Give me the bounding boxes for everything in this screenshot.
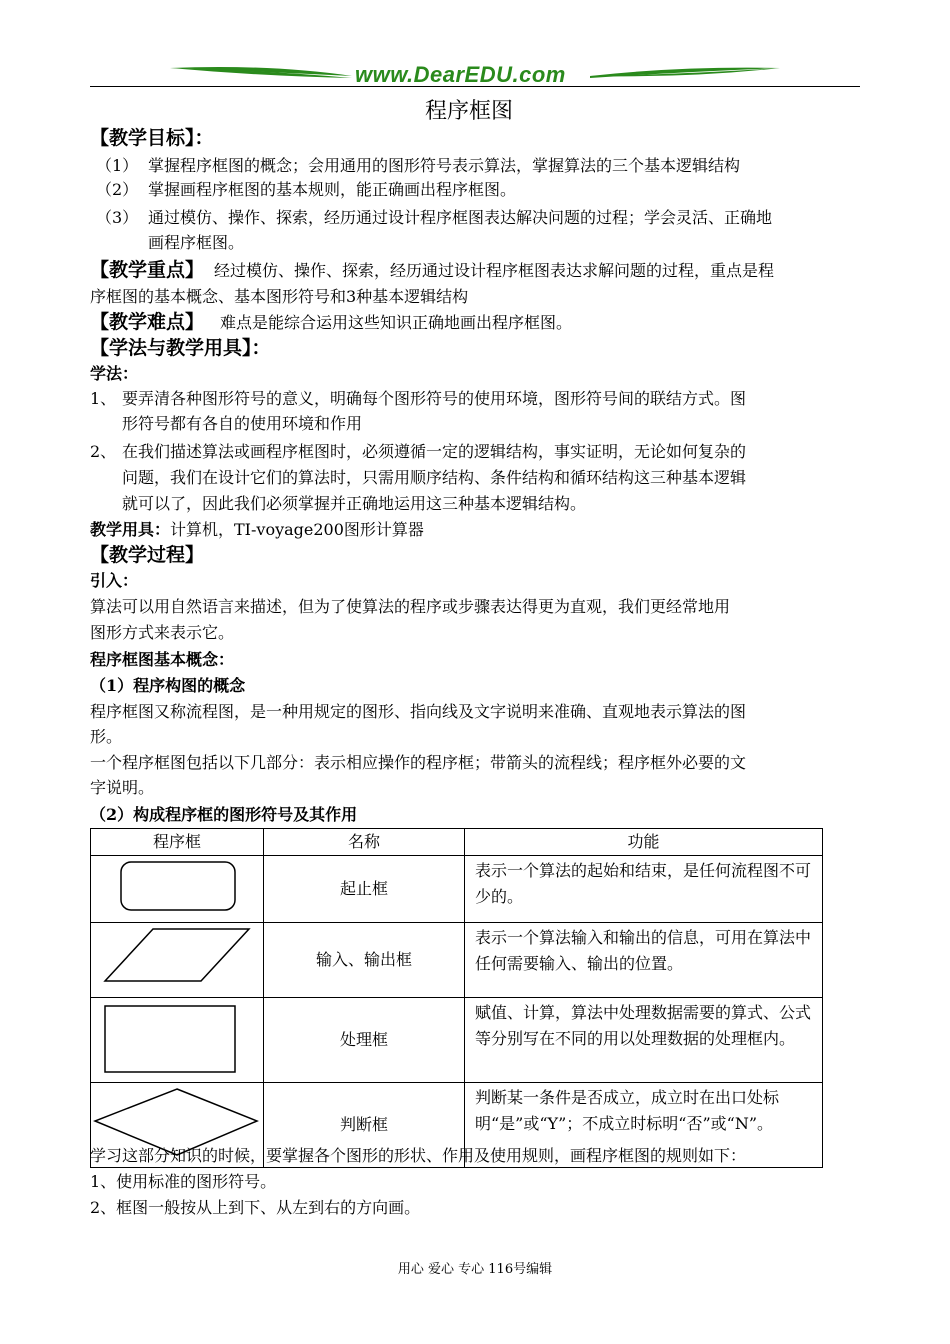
- concept-p2-1: 一个程序框图包括以下几部分：表示相应操作的程序框；带箭头的流程线；程序框外必要的文: [90, 753, 747, 772]
- table-row: [91, 856, 823, 923]
- tools-label: 教学用具：: [90, 520, 171, 539]
- concept-p1-1: 程序框图又称流程图，是一种用规定的图形、指向线及文字说明来准确、直观地表示算法的图: [90, 702, 747, 721]
- concept-sub-1: （1）程序构图的概念: [90, 676, 246, 695]
- goal-text-3: 通过模仿、操作、探索，经历通过设计程序框图表达解决问题的过程；学会灵活、正确地: [148, 208, 773, 227]
- methods-heading: 【学法与教学用具】：: [90, 337, 271, 359]
- rule-1: 1、使用标准的图形符号。: [90, 1172, 277, 1191]
- table-row: [91, 998, 823, 1083]
- table-cell-shape: [91, 998, 264, 1083]
- table-cell-func: 表示一个算法的起始和结束，是任何流程图不可少的。: [465, 856, 823, 923]
- intro-label: 引入：: [90, 571, 139, 590]
- key-text-2: 序框图的基本概念、基本图形符号和3种基本逻辑结构: [90, 287, 469, 306]
- goal-text-3-cont: 画程序框图。: [148, 233, 245, 252]
- table-header: 功能: [465, 829, 823, 856]
- study-text-1a: 要弄清各种图形符号的意义，明确每个图形符号的使用环境，图形符号间的联结方式。图: [122, 389, 747, 408]
- intro-text-2: 图形方式来表示它。: [90, 623, 235, 642]
- table-cell-shape: [91, 923, 264, 998]
- header-rule: [90, 86, 860, 87]
- difficulty-text: 难点是能综合运用这些知识正确地画出程序框图。: [220, 313, 573, 332]
- key-heading: 【教学重点】: [90, 259, 205, 281]
- rules-intro: 学习这部分知识的时候，要掌握各个图形的形状、作用及使用规则，画程序框图的规则如下：: [90, 1146, 747, 1165]
- goal-text-2: 掌握画程序框图的基本规则，能正确画出程序框图。: [148, 180, 517, 199]
- rule-2: 2、框图一般按从上到下、从左到右的方向画。: [90, 1198, 421, 1217]
- goal-num-2: （2）: [96, 180, 139, 199]
- table-cell-func: 判断某一条件是否成立，成立时在出口处标明“是”或“Y”；不成立时标明“否”或“N”。: [465, 1083, 823, 1168]
- concept-p2-2: 字说明。: [90, 778, 155, 797]
- concept-p1-2: 形。: [90, 727, 123, 746]
- page-title: 程序框图: [425, 99, 514, 124]
- difficulty-heading: 【教学难点】: [90, 311, 205, 333]
- study-text-2a: 在我们描述算法或画程序框图时，必须遵循一定的逻辑结构，事实证明，无论如何复杂的: [122, 442, 747, 461]
- study-text-1b: 形符号都有各自的使用环境和作用: [122, 414, 363, 433]
- table-cell-func: 表示一个算法输入和输出的信息，可用在算法中任何需要输入、输出的位置。: [465, 923, 823, 998]
- goal-text-1: 掌握程序框图的概念；会用通用的图形符号表示算法，掌握算法的三个基本逻辑结构: [148, 156, 741, 175]
- study-text-2c: 就可以了，因此我们必须掌握并正确地运用这三种基本逻辑结构。: [122, 494, 587, 513]
- table-cell-name: 判断框: [264, 1083, 465, 1168]
- goal-num-1: （1）: [96, 156, 139, 175]
- rectangle-icon: [91, 998, 263, 1074]
- study-label: 学法：: [90, 364, 139, 383]
- process-heading: 【教学过程】: [90, 544, 205, 566]
- parallelogram-icon: [91, 923, 263, 989]
- goals-heading: 【教学目标】：: [90, 127, 214, 149]
- concept-sub-2: （2）构成程序框的图形符号及其作用: [90, 805, 358, 824]
- key-text-1: 经过模仿、操作、探索，经历通过设计程序框图表达求解问题的过程，重点是程: [214, 261, 775, 280]
- concept-heading: 程序框图基本概念：: [90, 650, 235, 669]
- table-header: 程序框: [91, 829, 264, 856]
- symbols-table: [90, 828, 823, 1168]
- table-cell-name: 起止框: [264, 856, 465, 923]
- study-text-2b: 问题，我们在设计它们的算法时，只需用顺序结构、条件结构和循环结构这三种基本逻辑: [122, 468, 747, 487]
- tools-text: 计算机，TI-voyage200图形计算器: [170, 520, 424, 539]
- table-header-row: [91, 829, 823, 856]
- table-cell-name: 处理框: [264, 998, 465, 1083]
- goal-num-3: （3）: [96, 208, 139, 227]
- study-num-1: 1、: [90, 389, 117, 408]
- rounded-rect-icon: [91, 856, 263, 914]
- table-row: [91, 923, 823, 998]
- site-logo[interactable]: www.DearEDU.com: [355, 62, 566, 87]
- page-footer: 用心 爱心 专心 116号编辑: [397, 1262, 553, 1277]
- intro-text-1: 算法可以用自然语言来描述，但为了使算法的程序或步骤表达得更为直观，我们更经常地用: [90, 597, 731, 616]
- table-header: 名称: [264, 829, 465, 856]
- table-cell-shape: [91, 856, 264, 923]
- table-cell-func: 赋值、计算，算法中处理数据需要的算式、公式等分别写在不同的用以处理数据的处理框内。: [465, 998, 823, 1083]
- table-cell-name: 输入、输出框: [264, 923, 465, 998]
- study-num-2: 2、: [90, 442, 117, 461]
